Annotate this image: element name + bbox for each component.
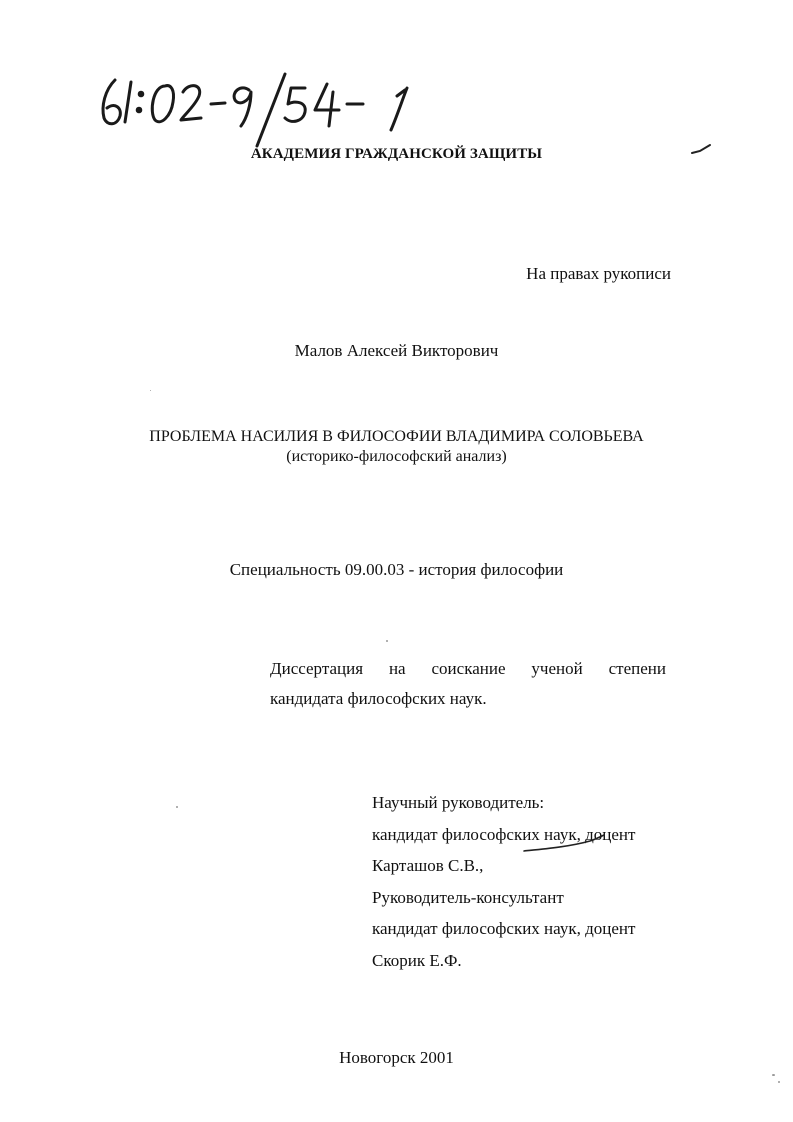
city-year: Новогорск 2001 [339, 1048, 454, 1067]
supervisor-degree: кандидат философских наук, доцент [372, 824, 636, 844]
author-name: Малов Алексей Викторович [294, 341, 499, 360]
scan-speck [386, 640, 388, 642]
specialty: Специальность 09.00.03 - история философии [229, 560, 564, 579]
institution-name: АКАДЕМИЯ ГРАЖДАНСКОЙ ЗАЩИТЫ [250, 146, 543, 162]
rights-note: На правах рукописи [526, 264, 671, 283]
consultant-heading: Руководитель-консультант [372, 887, 564, 907]
supervisors-block [372, 787, 692, 976]
supervisor-name: Карташов С.В., [372, 856, 484, 875]
handwritten-archive-code [95, 68, 435, 148]
consultant-name: Скорик Е.Ф. [372, 950, 462, 970]
consultant-degree: кандидат философских наук, доцент [372, 919, 636, 938]
pen-underline-mark [520, 833, 610, 855]
scan-speck [150, 390, 151, 391]
degree-line-1: Диссертация на соискание ученой степени [270, 659, 666, 678]
degree-line-2: кандидата философских наук. [270, 689, 487, 708]
scan-speck [778, 1081, 780, 1083]
supervisor-heading: Научный руководитель: [372, 793, 545, 812]
title-line-1: ПРОБЛЕМА НАСИЛИЯ В ФИЛОСОФИИ ВЛАДИМИРА СОЛОВЬЕВА [149, 428, 644, 445]
scan-speck [176, 806, 178, 808]
scan-speck [772, 1074, 775, 1076]
dissertation-title [0, 427, 793, 467]
degree-statement [270, 654, 666, 714]
title-line-2: (историко-философский анализ) [286, 448, 507, 465]
